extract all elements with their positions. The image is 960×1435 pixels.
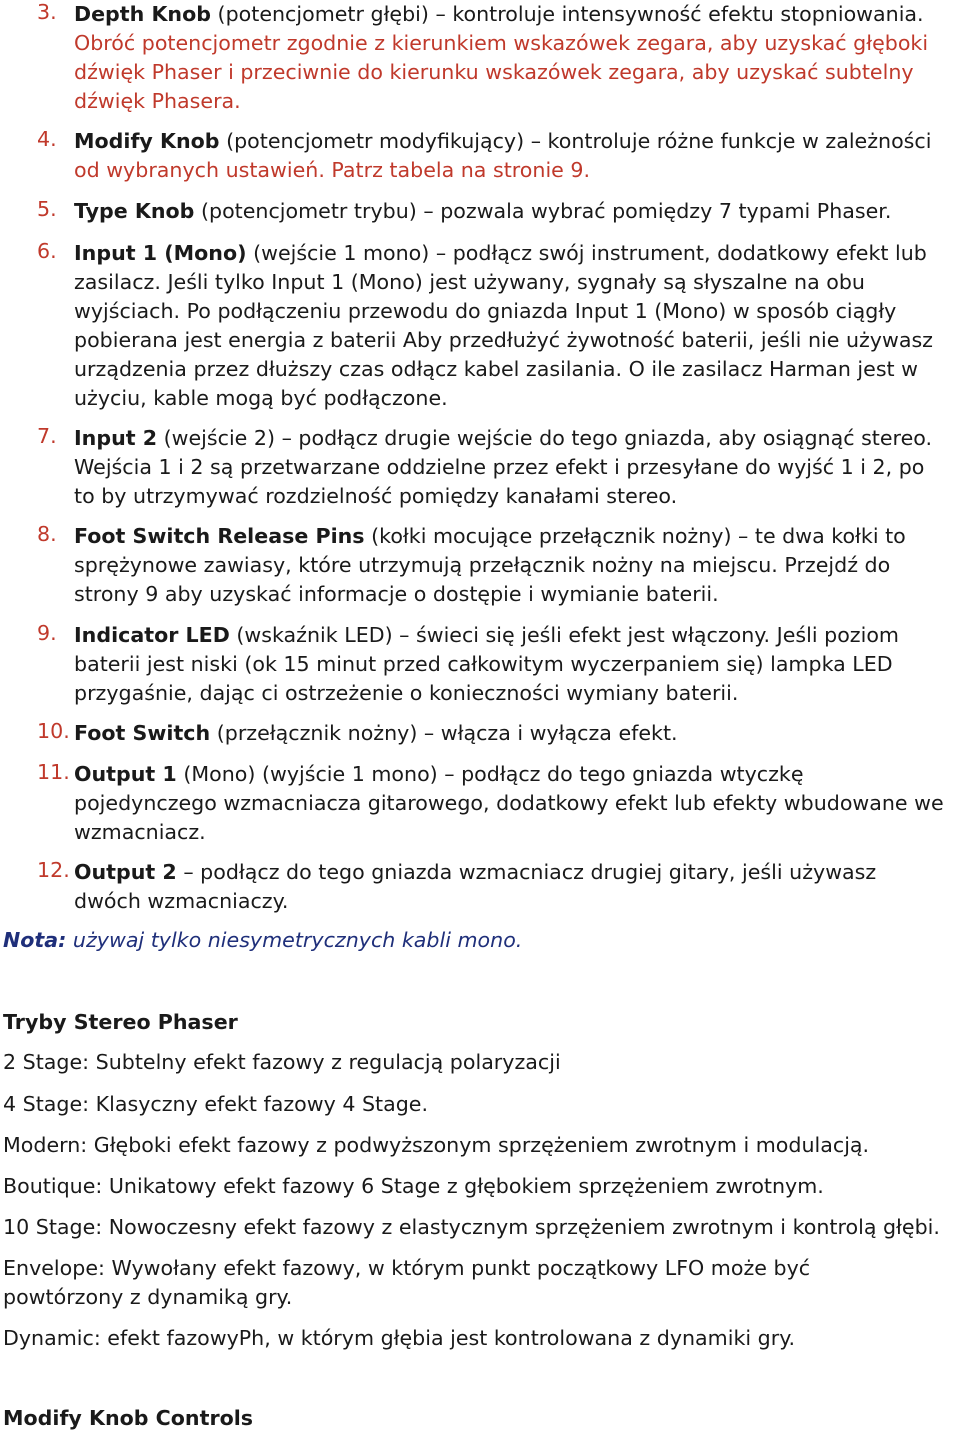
mode-item: 2 Stage: Subtelny efekt fazowy z regulacją polaryzacji — [3, 1050, 561, 1074]
item-number: 11. — [37, 760, 70, 784]
note-text: używaj tylko niesymetrycznych kabli mono. — [72, 928, 523, 952]
item-body — [74, 127, 960, 185]
item-body — [74, 522, 960, 609]
item-line: Foot Switch Release Pins (kołki mocujące przełącznik nożny) – te dwa kołki to — [74, 524, 906, 548]
note-label: Nota: — [3, 928, 67, 952]
item-line: Modify Knob (potencjometr modyfikujący) – kontroluje różne funkcje w zależności — [74, 129, 932, 153]
item-line: dźwięk Phasera. — [74, 89, 241, 113]
item-line: Depth Knob (potencjometr głębi) – kontroluje intensywność efektu stopniowania. — [74, 2, 924, 26]
note — [3, 928, 522, 952]
item-line: dwóch wzmacniaczy. — [74, 889, 289, 913]
mode-item: Dynamic: efekt fazowyPh, w którym głębia jest kontrolowana z dynamiki gry. — [3, 1326, 795, 1350]
item-line: baterii jest niski (ok 15 minut przed całkowitym wyczerpaniem się) lampka LED — [74, 652, 893, 676]
item-line: użyciu, kable mogą być podłączone. — [74, 386, 448, 410]
item-line: Indicator LED (wskaźnik LED) – świeci się jeśli efekt jest włączony. Jeśli poziom — [74, 623, 899, 647]
item-title: Modify Knob — [74, 129, 220, 153]
stereo-modes-title: Tryby Stereo Phaser — [3, 1010, 238, 1034]
item-line: pobierana jest energia z baterii Aby przedłużyć żywotność baterii, jeśli nie używasz — [74, 328, 933, 352]
mode-item: Boutique: Unikatowy efekt fazowy 6 Stage z głębokiem sprzężeniem zwrotnym. — [3, 1174, 824, 1198]
item-number: 12. — [37, 858, 70, 882]
item-title: Type Knob — [74, 199, 195, 223]
mode-item: Envelope: Wywołany efekt fazowy, w którym punkt początkowy LFO może być powtórzony z dynamiką gry. — [3, 1256, 811, 1309]
item-number: 4. — [37, 127, 57, 151]
item-line: od wybranych ustawień. Patrz tabela na stronie 9. — [74, 158, 591, 182]
modify-knob-controls-title: Modify Knob Controls — [3, 1406, 254, 1430]
item-number: 6. — [37, 239, 57, 263]
item-line: Obróć potencjometr zgodnie z kierunkiem wskazówek zegara, aby uzyskać głęboki — [74, 31, 929, 55]
item-body — [74, 424, 960, 511]
item-number: 3. — [37, 0, 57, 24]
item-line: zasilacz. Jeśli tylko Input 1 (Mono) jest używany, sygnały są słyszalne na obu — [74, 270, 865, 294]
item-body — [74, 197, 960, 226]
item-title: Foot Switch — [74, 721, 211, 745]
item-title: Input 2 — [74, 426, 158, 450]
item-title: Output 1 — [74, 762, 177, 786]
item-title: Input 1 (Mono) — [74, 241, 247, 265]
item-body — [74, 239, 960, 413]
item-line: strony 9 aby uzyskać informacje o dostępie i wymianie baterii. — [74, 582, 719, 606]
item-line: wyjściach. Po podłączeniu przewodu do gniazda Input 1 (Mono) w sposób ciągły — [74, 299, 897, 323]
item-line: urządzenia przez dłuższy czas odłącz kabel zasilania. O ile zasilacz Harman jest w — [74, 357, 919, 381]
item-line: sprężynowe zawiasy, które utrzymują przełącznik nożny na miejscu. Przejdź do — [74, 553, 891, 577]
item-title: Depth Knob — [74, 2, 211, 26]
mode-item: 4 Stage: Klasyczny efekt fazowy 4 Stage. — [3, 1092, 429, 1116]
item-number: 8. — [37, 522, 57, 546]
item-line: to by utrzymywać rozdzielność pomiędzy kanałami stereo. — [74, 484, 678, 508]
item-body — [74, 719, 960, 748]
item-line: Output 1 (Mono) (wyjście 1 mono) – podłącz do tego gniazda wtyczkę — [74, 762, 804, 786]
mode-item: Modern: Głęboki efekt fazowy z podwyższonym sprzężeniem zwrotnym i modulacją. — [3, 1133, 870, 1157]
item-body — [74, 858, 960, 916]
mode-item: 10 Stage: Nowoczesny efekt fazowy z elastycznym sprzężeniem zwrotnym i kontrolą głębi. — [3, 1215, 940, 1239]
item-line: Wejścia 1 i 2 są przetwarzane oddzielne przez efekt i przesyłane do wyjść 1 i 2, po — [74, 455, 925, 479]
item-number: 7. — [37, 424, 57, 448]
item-line: pojedynczego wzmacniacza gitarowego, dodatkowy efekt lub efekty wbudowane we — [74, 791, 944, 815]
item-title: Indicator LED — [74, 623, 230, 647]
item-title: Output 2 — [74, 860, 177, 884]
item-line: dźwięk Phaser i przeciwnie do kierunku wskazówek zegara, aby uzyskać subtelny — [74, 60, 914, 84]
item-number: 5. — [37, 197, 57, 221]
item-line: Type Knob (potencjometr trybu) – pozwala wybrać pomiędzy 7 typami Phaser. — [74, 199, 892, 223]
item-number: 10. — [37, 719, 70, 743]
item-line: Input 2 (wejście 2) – podłącz drugie wejście do tego gniazda, aby osiągnąć stereo. — [74, 426, 933, 450]
item-title: Foot Switch Release Pins — [74, 524, 365, 548]
item-line: Foot Switch (przełącznik nożny) – włącza i wyłącza efekt. — [74, 721, 678, 745]
item-number: 9. — [37, 621, 57, 645]
item-line: Output 2 – podłącz do tego gniazda wzmacniacz drugiej gitary, jeśli używasz — [74, 860, 877, 884]
item-line: przygaśnie, dając ci ostrzeżenie o konieczności wymiany baterii. — [74, 681, 739, 705]
item-line: Input 1 (Mono) (wejście 1 mono) – podłącz swój instrument, dodatkowy efekt lub — [74, 241, 927, 265]
item-body — [74, 621, 960, 708]
item-line: wzmacniacz. — [74, 820, 206, 844]
item-body — [74, 0, 960, 116]
item-body — [74, 760, 960, 847]
